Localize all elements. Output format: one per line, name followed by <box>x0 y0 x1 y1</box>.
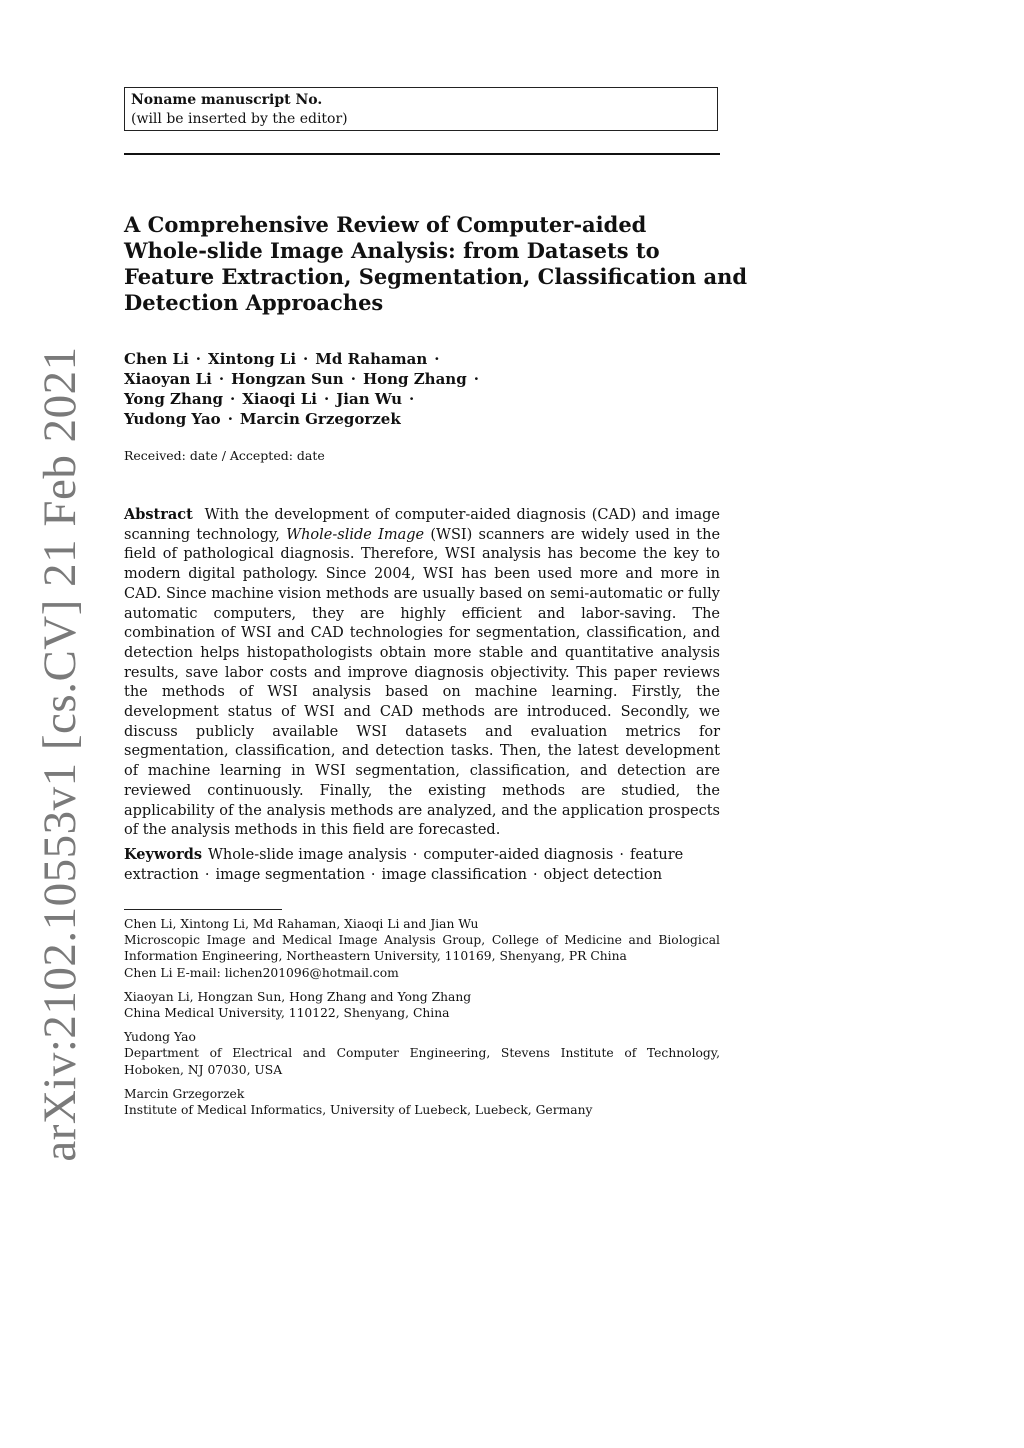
footnote-rule <box>124 909 282 910</box>
author-name: Xiaoyan Li <box>124 370 212 388</box>
abstract <box>124 505 720 841</box>
affiliation-address: Department of Electrical and Computer Engineering, Stevens Institute of Technology, Hoboken, NJ 07030, USA <box>124 1046 720 1077</box>
editor-note: (will be inserted by the editor) <box>131 111 348 127</box>
author-name: Marcin Grzegorzek <box>239 410 401 428</box>
author-name: Xiaoqi Li <box>242 390 317 408</box>
affiliation-names: Marcin Grzegorzek <box>124 1086 245 1101</box>
affiliation-address: China Medical University, 110122, Shenyang, China <box>124 1006 450 1021</box>
author-line <box>124 369 720 389</box>
keyword: image segmentation <box>215 866 365 883</box>
keywords <box>124 845 720 885</box>
abstract-italic-term: Whole-slide Image <box>286 526 425 543</box>
author-name: Yudong Yao <box>124 410 221 428</box>
author-separator: · <box>230 390 236 408</box>
manuscript-number-label: Noname manuscript No. <box>131 92 323 108</box>
header-rule <box>124 153 720 155</box>
author-line <box>124 389 720 409</box>
affiliation-names: Xiaoyan Li, Hongzan Sun, Hong Zhang and Yong Zhang <box>124 989 472 1004</box>
author-separator: · <box>195 350 201 368</box>
author-separator: · <box>473 370 479 388</box>
keywords-label: Keywords <box>124 846 203 863</box>
keyword-separator: · <box>204 866 210 883</box>
author-separator: · <box>323 390 330 408</box>
author-line <box>124 349 720 369</box>
title-line: Whole-slide Image Analysis: from Datasets to <box>124 238 660 263</box>
author-separator: · <box>227 410 233 428</box>
abstract-text: With the development of computer-aided diagnosis (CAD) and image scanning technology, <box>124 507 721 543</box>
author-separator: · <box>303 350 309 368</box>
author-separator: · <box>218 370 225 388</box>
author-separator: · <box>408 390 415 408</box>
arxiv-identifier: arXiv:2102.10553v1 [cs.CV] 21 Feb 2021 <box>34 346 86 1162</box>
affiliation-names: Chen Li, Xintong Li, Md Rahaman, Xiaoqi Li and Jian Wu <box>124 917 479 931</box>
author-separator: · <box>434 350 440 368</box>
author-name: Chen Li <box>124 350 189 368</box>
affiliation-address: Institute of Medical Informatics, University of Luebeck, Luebeck, Germany <box>124 1103 593 1118</box>
title-line: A Comprehensive Review of Computer-aided <box>124 212 647 237</box>
keyword-separator: · <box>370 866 376 883</box>
author-name: Md Rahaman <box>315 350 428 368</box>
affiliation-email: Chen Li E-mail: lichen201096@hotmail.com <box>124 965 399 980</box>
received-date: Received: date / Accepted: date <box>124 448 325 463</box>
author-name: Hongzan Sun <box>231 370 344 388</box>
paper-title <box>124 212 748 316</box>
keyword: object detection <box>543 866 663 883</box>
abstract-label: Abstract <box>124 506 193 523</box>
keyword: feature extraction <box>124 847 684 883</box>
affiliation-block <box>124 989 720 1021</box>
keyword: Whole-slide image analysis <box>208 847 407 863</box>
affiliation-address: Microscopic Image and Medical Image Analysis Group, College of Medicine and Biological Information Engineering, Northeastern University, 110169, Shenyang, PR China <box>124 933 720 964</box>
title-line: Detection Approaches <box>124 290 384 315</box>
affiliation-block <box>124 916 720 981</box>
affiliation-names: Yudong Yao <box>124 1030 196 1045</box>
keyword: image classification <box>381 866 527 883</box>
author-name: Xintong Li <box>208 350 297 368</box>
author-list <box>124 349 720 429</box>
arxiv-sidebar <box>0 0 90 1448</box>
author-name: Yong Zhang <box>124 390 223 408</box>
affiliation-block <box>124 1029 720 1078</box>
editor-box <box>124 87 718 131</box>
abstract-text: (WSI) scanners are widely used in the field of pathological diagnosis. Therefore, WSI analysis has become the key to modern digital pathology. Since 2004, WSI has been used more and more in CAD. Since machine vision methods are usually based on semi-automatic or fully automatic computers, they are highly efficient and labor-saving. The combination of WSI and CAD technologies for segmentation, classification, and detection helps histopathologists obtain more stable and quantitative analysis results, save labor costs and improve diagnosis objectivity. This paper reviews the methods of WSI analysis based on machine learning. Firstly, the development status of WSI and CAD methods are introduced. Secondly, we discuss publicly available WSI datasets and evaluation metrics for segmentation, classification, and detection tasks. Then, the latest development of machine learning in WSI segmentation, classification, and detection are reviewed continuously. Finally, the existing methods are studied, the applicability of the analysis methods are analyzed, and the application prospects of the analysis methods in this field are forecasted. <box>124 526 721 839</box>
keyword-separator: · <box>532 866 538 883</box>
keyword: computer-aided diagnosis <box>423 847 614 863</box>
author-name: Jian Wu <box>336 390 402 408</box>
affiliation-block <box>124 1086 720 1118</box>
keyword-separator: · <box>619 847 624 863</box>
author-name: Hong Zhang <box>362 370 467 388</box>
keyword-separator: · <box>412 847 418 863</box>
author-separator: · <box>350 370 356 388</box>
author-line <box>124 409 720 429</box>
title-line: Feature Extraction, Segmentation, Classification and <box>124 264 748 289</box>
affiliations <box>124 916 720 1126</box>
